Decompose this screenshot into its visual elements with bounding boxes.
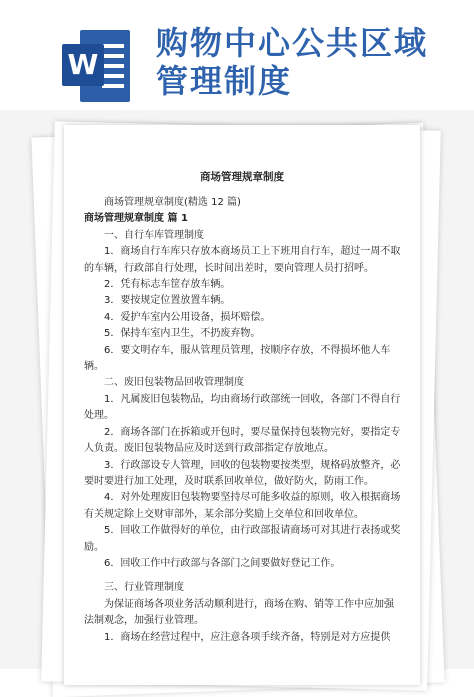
paragraph: 二、废旧包装物品回收管理制度 (104, 377, 244, 389)
paragraph: 4．爱护车室内公用设备，损坏赔偿。 (104, 311, 271, 323)
paragraph: 6．要文明存车，服从管理员管理，按顺序存放，不得损坏他人车辆。 (84, 344, 391, 373)
paragraph: 6．回收工作中行政部与各部门之间要做好登记工作。 (104, 557, 341, 569)
paragraph: 5．保持车室内卫生，不扔废弃物。 (104, 328, 261, 340)
word-logo-letter: W (62, 44, 104, 86)
paragraph: 1．商场自行车库只存放本商场员工上下班用自行车，超过一周不取的车辆，行政部自行处理，长时间出差时，要向管理人员打招呼。 (84, 246, 401, 274)
document-title: 商场管理规章制度 (200, 171, 284, 183)
word-document-icon (62, 30, 132, 102)
paragraph: 1．商场在经营过程中，应注意各项手续齐备，特别是对方应提供 (104, 631, 391, 643)
banner-title (156, 24, 466, 100)
paragraph: 2．商场各部门在拆箱或开包时，要尽量保持包装物完好，要指定专人负责。废旧包装物品应及时送到行政部指定存放地点。 (84, 426, 401, 455)
paragraph: 1．凡属废旧包装物品，均由商场行政部统一回收，各部门不得自行处理。 (84, 393, 401, 422)
paragraph: 3．要按规定位置放置车辆。 (104, 295, 231, 307)
document-page (64, 125, 420, 685)
paragraph: 5．回收工作做得好的单位，由行政部报请商场可对其进行表扬或奖励。 (84, 525, 401, 553)
document-subtitle: 商场管理规章制度(精选 12 篇) (104, 197, 241, 208)
paragraph: 为保证商场各项业务活动顺利进行，商场在购、销等工作中应加强法制观念，加强行业管理。 (84, 598, 394, 627)
document-preview-area (0, 110, 474, 669)
paragraph: 一、自行车库管理制度 (104, 229, 204, 241)
paragraph: 三、行业管理制度 (104, 582, 184, 594)
document-body (84, 195, 402, 646)
section-heading: 商场管理规章制度 篇 1 (84, 213, 188, 225)
paragraph: 2．凭有标志车筐存放车辆。 (104, 279, 231, 291)
paragraph: 4．对外处理废旧包装物要坚持尽可能多收益的原则，收入根据商场有关规定除上交财审部外，某余部分奖励上交单位和回收单位。 (84, 492, 401, 520)
paragraph: 3．行政部设专人管理，回收的包装物要按类型，规格码放整齐，必要时要进行加工处理，及时联系回收单位，做好防火，防雨工作。 (84, 459, 401, 487)
banner-title-line2: 管理制度 (156, 62, 293, 100)
banner (0, 0, 474, 110)
banner-title-line1: 购物中心公共区域 (156, 24, 429, 62)
